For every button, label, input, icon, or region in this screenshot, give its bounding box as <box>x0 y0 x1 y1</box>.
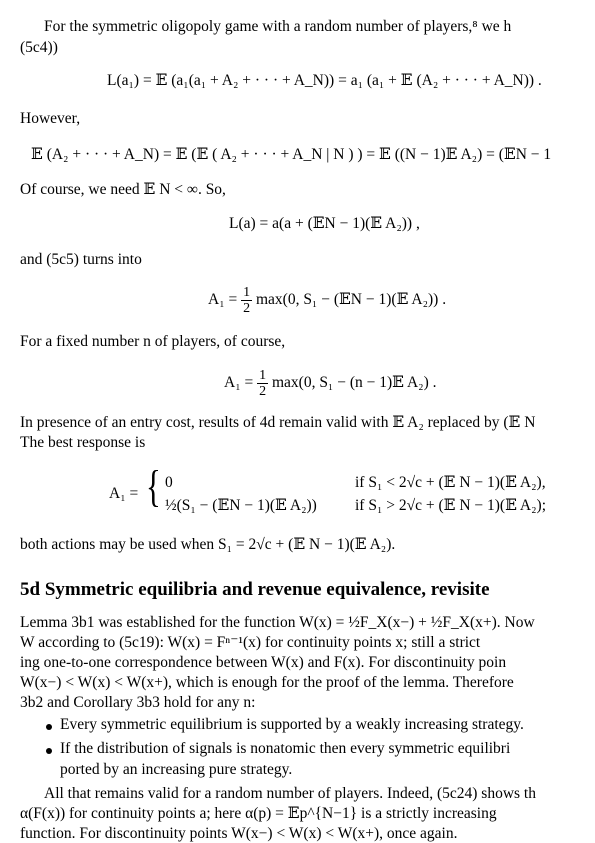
paragraph-line: In presence of an entry cost, results of 4d remain valid with 𝔼 A₂ replaced by (𝔼 N <box>20 414 536 431</box>
paragraph-line: All that remains valid for a random number of players. Indeed, (5c24) shows th <box>44 785 536 802</box>
paragraph-line: W(x−) < W(x) < W(x+), which is enough for the proof of the lemma. Therefore <box>20 674 514 691</box>
section-heading: 5d Symmetric equilibria and revenue equivalence, revisite <box>20 579 490 600</box>
paragraph-line: and (5c5) turns into <box>20 251 142 268</box>
equation-loss: L(a₁) = 𝔼 (a₁(a₁ + A₂ + · · · + A_N)) = a₁ (a₁ + 𝔼 (A₂ + · · · + A_N)) . <box>107 72 542 89</box>
equation-case-condition: if S₁ < 2√c + (𝔼 N − 1)(𝔼 A₂), <box>355 474 546 491</box>
paragraph-line: For the symmetric oligopoly game with a random number of players,⁸ we h <box>44 18 512 35</box>
paragraph-line: The best response is <box>20 434 146 451</box>
equation-cases-lhs: A₁ = <box>109 485 139 502</box>
paragraph-line: Of course, we need 𝔼 N < ∞. So, <box>20 181 226 198</box>
paragraph-line: ing one-to-one correspondence between W(x) and F(x). For discontinuity poin <box>20 654 507 671</box>
paragraph-line: For a fixed number n of players, of course, <box>20 333 286 350</box>
paragraph-line: However, <box>20 110 81 127</box>
equation-case-condition: if S₁ > 2√c + (𝔼 N − 1)(𝔼 A₂); <box>355 497 546 514</box>
equation-best-response-random: A₁ = $\frac{1}{2}$ max(0, S₁ − (𝔼N − 1)(𝔼 A₂)) . <box>208 285 447 316</box>
paragraph-line: (5c4)) <box>20 39 58 56</box>
bullet-icon <box>46 724 52 730</box>
bullet-icon <box>46 748 52 754</box>
paragraph-line: W according to (5c19): W(x) = Fⁿ⁻¹(x) for continuity points x; still a strict <box>20 634 481 651</box>
paragraph-line: both actions may be used when S₁ = 2√c + (𝔼 N − 1)(𝔼 A₂). <box>20 536 396 553</box>
paragraph-line: function. For discontinuity points W(x−) < W(x) < W(x+), once again. <box>20 825 458 842</box>
list-item-continuation: ported by an increasing pure strategy. <box>60 761 293 778</box>
paragraph-line: 3b2 and Corollary 3b3 hold for any n: <box>20 694 256 711</box>
equation-expectation: 𝔼 (A₂ + · · · + A_N) = 𝔼 (𝔼 ( A₂ + · · · + A_N | N ) ) = 𝔼 ((N − 1)𝔼 A₂) = (𝔼N − 1 <box>31 146 552 163</box>
paragraph-line: Lemma 3b1 was established for the function W(x) = ½F_X(x−) + ½F_X(x+). Now <box>20 614 535 631</box>
list-item: If the distribution of signals is nonatomic then every symmetric equilibri <box>60 740 511 757</box>
equation-case-value: ½(S₁ − (𝔼N − 1)(𝔼 A₂)) <box>165 497 317 514</box>
fraction-half: $\frac{1}{2}$ <box>259 368 267 399</box>
equation-loss-a: L(a) = a(a + (𝔼N − 1)(𝔼 A₂)) , <box>229 215 420 232</box>
equation-best-response-fixed: A₁ = $\frac{1}{2}$ max(0, S₁ − (n − 1)𝔼 A₂) . <box>224 368 437 399</box>
equation-case-value: 0 <box>165 474 173 491</box>
paragraph-line: α(F(x)) for continuity points a; here α(p) = 𝔼p^{N−1} is a strictly increasing <box>20 805 497 822</box>
left-brace: { <box>146 462 161 511</box>
fraction-half: $\frac{1}{2}$ <box>243 285 251 316</box>
list-item: Every symmetric equilibrium is supported by a weakly increasing strategy. <box>60 716 524 733</box>
